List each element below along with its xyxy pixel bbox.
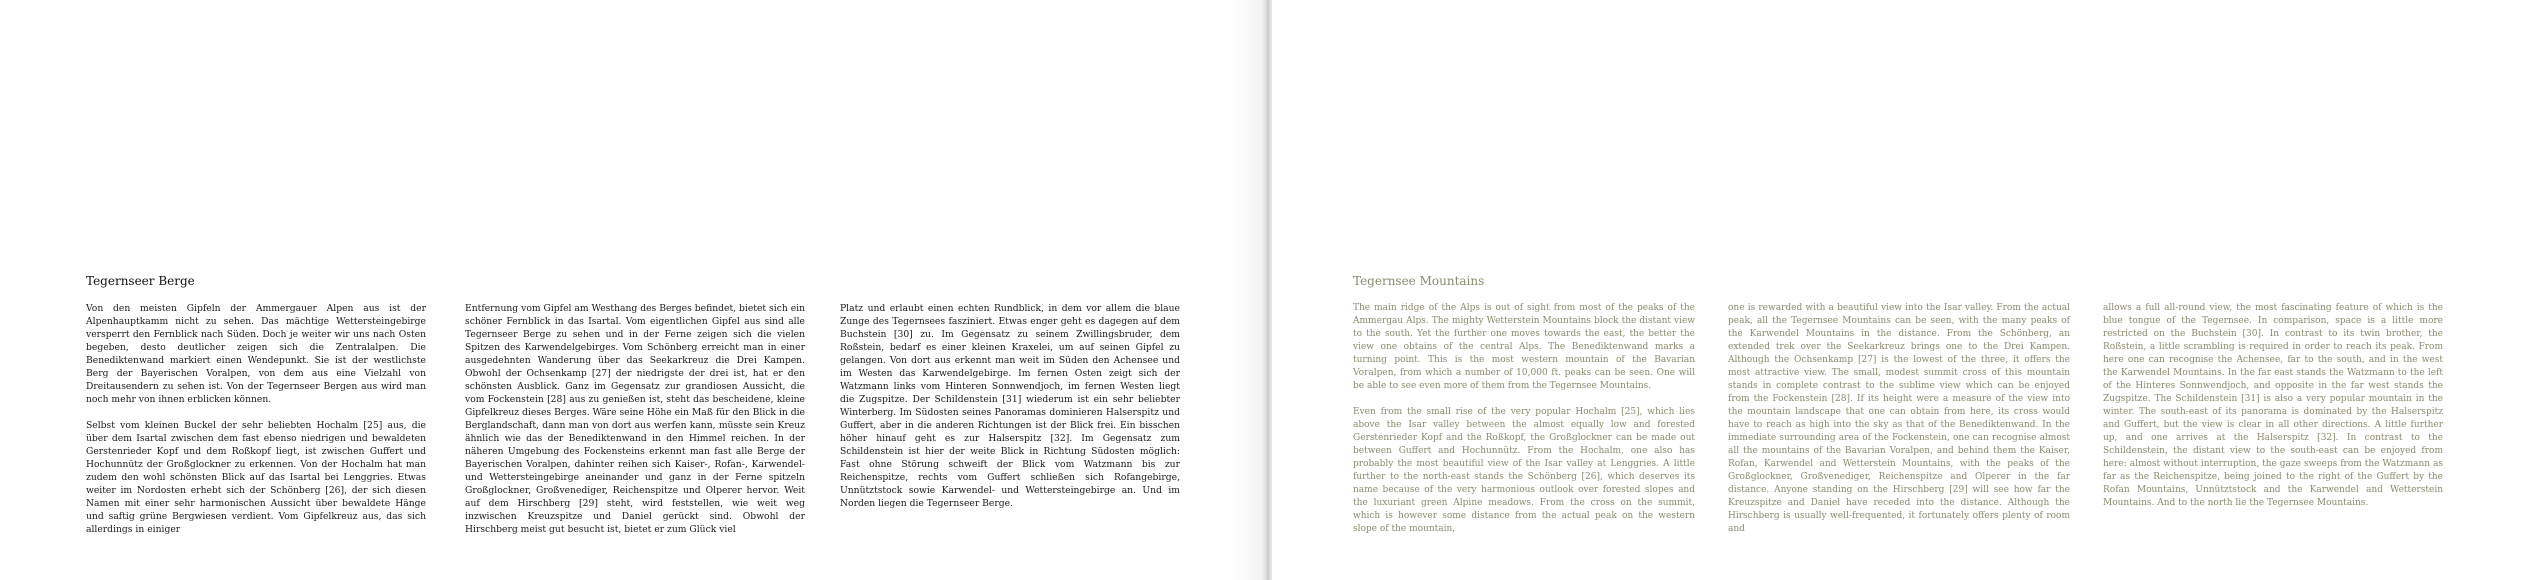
- section-title-english: Tegernsee Mountains: [1353, 274, 1485, 288]
- text-column-6: [2103, 302, 2443, 523]
- paragraph: Von den meisten Gipfeln der Ammergauer Alpen aus ist der Alpenhauptkamm nicht zu sehen. Das mächtige Wettersteingebirge versperrt den Fernblick nach Süden. Doch je weiter wir uns nach Osten begeben, desto deutlicher zeigen sich die Zentralalpen. Die Benediktenwand markiert einen Wendepunkt. Sie ist der westlichste Berg der Bayerischen Voralpen, von dem aus eine Vielzahl von Dreitausendern zu sehen ist. Von der Tegernseer Bergen aus wird man noch mehr von ihnen erblicken können.: [86, 303, 426, 405]
- page-fold-shadow: [1232, 0, 1262, 580]
- text-column-4: [1353, 302, 1695, 549]
- text-column-1: [86, 302, 426, 549]
- paragraph: one is rewarded with a beautiful view into the Isar valley. From the actual peak, all the Tegernsee Mountains can be seen, with the many peaks of the Karwendel Mountains in the distance. From the Schönberg, an extended trek over the Seekarkreuz brings one to the Drei Kampen. Although the Ochsenkamp [27] is the lowest of the three, it offers the most attractive view. The small, modest summit cross of this mountain stands in complete contrast to the sublime view which can be enjoyed from the Fockenstein [28]. If its height were a measure of the view into the mountain landscape that one can obtain from here, its cross would have to reach as high into the sky as that of the Benediktenwand. In the immediate surrounding area of the Fockenstein, one can recognise almost all the mountains of the Bavarian Voralpen, and behind them the Kaiser, Rofan, Karwendel and Wetterstein Mountains, with the peaks of the Großglockner, Großvenediger, Reichenspitze and Olperer in the far distance. Anyone standing on the Hirschberg [29] will see how far the Kreuzspitze and Daniel have receded into the distance. Although the Hirschberg is usually well-frequented, it fortunately offers plenty of room and: [1728, 303, 2070, 534]
- section-title-german: Tegernseer Berge: [86, 274, 195, 288]
- text-column-2: [465, 302, 805, 549]
- text-column-3: [840, 302, 1180, 523]
- left-page: [0, 0, 1262, 580]
- paragraph: Entfernung vom Gipfel am Westhang des Berges befindet, bietet sich ein schöner Fernblick in das Isartal. Vom eigentlichen Gipfel aus sind alle Tegernseer Berge zu sehen und in der Ferne zeigen sich die vielen Spitzen des Karwendelgebirges. Vom Schönberg erreicht man in einer ausgedehnten Wanderung über das Seekarkreuz die Drei Kampen. Obwohl der Ochsenkamp [27] der niedrigste der drei ist, hat er den schönsten Ausblick. Ganz im Gegensatz zur grandiosen Aussicht, die vom Fockenstein [28] aus zu genießen ist, steht das bescheidene, kleine Gipfelkreuz dieses Berges. Wäre seine Höhe ein Maß für den Blick in die Berglandschaft, dann man von dort aus werfen kann, müsste sein Kreuz ähnlich wie das der Benediktenwand in den Himmel reichen. In der näheren Umgebung des Fockensteins erkennt man fast alle Berge der Bayerischen Voralpen, dahinter reihen sich Kaiser-, Rofan-, Karwendel- und Wettersteingebirge aneinander und ganz in der Ferne spitzeln Großglockner, Großvenediger, Reichenspitze und Olperer hervor. Weit auf dem Hirschberg [29] steht, wird feststellen, wie weit weg inzwischen Kreuzspitze und Daniel gerückt sind. Obwohl der Hirschberg meist gut besucht ist, bietet er zum Glück viel: [465, 303, 805, 535]
- paragraph: The main ridge of the Alps is out of sight from most of the peaks of the Ammergau Alps. The mighty Wetterstein Mountains block the distant view to the south. Yet the further one moves towards the east, the better the view one obtains of the central Alps. The Benediktenwand marks a turning point. This is the most western mountain of the Bavarian Voralpen, from which a number of 10,000 ft. peaks can be seen. One will be able to see even more of them from the Tegernsee Mountains.: [1353, 303, 1695, 391]
- paragraph: allows a full all-round view, the most fascinating feature of which is the blue tongue of the Tegernsee. In comparison, space is a little more restricted on the Buchstein [30]. In contrast to its twin brother, the Roßstein, a little scrambling is required in order to reach its peak. From here one can recognise the Achensee, far to the south, and in the west the Karwendel Mountains. In the far east stands the Watzmann to the left of the Hinteres Sonnwendjoch, and opposite in the far west stands the Zugspitze. The Schildenstein [31] is also a very popular mountain in the winter. The south-east of its panorama is dominated by the Halserspitz and Guffert, but the view is clear in all other directions. A little further up, and one arrives at the Halserspitz [32]. In contrast to the Schildenstein, the distant view to the south-east can be enjoyed from here: almost without interruption, the gaze sweeps from the Watzmann as far as the Reichenspitze, being joined to the right of the Guffert by the Rofan Mountains, Unnütztstock and the Karwendel and Wetterstein Mountains. And to the north lie the Tegernsee Mountains.: [2103, 303, 2443, 508]
- book-gutter: [1262, 0, 1272, 580]
- paragraph: Even from the small rise of the very popular Hochalm [25], which lies above the Isar valley between the almost equally low and forested Gerstenrieder Kopf and the Roßkopf, the Großglockner can be made out between Guffert and Hochunnütz. From the Hochalm, one also has probably the most beautiful view of the Isar valley at Lenggries. A little further to the north-east stands the Schönberg [26], which deserves its name because of the very harmonious outlook over forested slopes and the luxuriant green Alpine meadows. From the cross on the summit, which is however some distance from the actual peak on the western slope of the mountain,: [1353, 407, 1695, 534]
- text-column-5: [1728, 302, 2070, 549]
- right-page: [1272, 0, 2532, 580]
- paragraph: Platz und erlaubt einen echten Rundblick, in dem vor allem die blaue Zunge des Tegernsees fasziniert. Etwas enger geht es dagegen auf dem Buchstein [30] zu. Im Gegensatz zu seinem Zwillingsbruder, dem Roßstein, bedarf es einer kleinen Kraxelei, um auf seinen Gipfel zu gelangen. Von dort aus erkennt man weit im Süden den Achensee und im Westen das Karwendelgebirge. Im fernen Osten zeigt sich der Watzmann links vom Hinteren Sonnwendjoch, im fernen Westen liegt die Zugspitze. Der Schildenstein [31] wiederum ist ein sehr beliebter Winterberg. Im Südosten seines Panoramas dominieren Halserspitz und Guffert, aber in die anderen Richtungen ist der Blick frei. Ein bisschen höher hinauf geht es zur Halserspitz [32]. Im Gegensatz zum Schildenstein ist hier der weite Blick in Richtung Südosten möglich: Fast ohne Störung schweift der Blick vom Watzmann bis zur Reichenspitze, rechts vom Guffert schließen sich Rofangebirge, Unnütztstock sowie Karwendel- und Wettersteingebirge an. Und im Norden liegen die Tegernseer Berge.: [840, 303, 1180, 509]
- paragraph: Selbst vom kleinen Buckel der sehr beliebten Hochalm [25] aus, die über dem Isartal zwischen dem fast ebenso niedrigen und bewaldeten Gerstenrieder Kopf und dem Roßkopf liegt, ist zwischen Guffert und Hochunnütz der Großglockner zu erkennen. Von der Hochalm hat man zudem den wohl schönsten Blick auf das Isartal bei Lenggries. Etwas weiter im Nordosten erhebt sich der Schönberg [26], der sich diesen Namen mit einer sehr harmonischen Aussicht über bewaldete Hänge und saftig grüne Bergwiesen verdient. Vom Gipfelkreuz aus, das sich allerdings in einiger: [86, 420, 426, 535]
